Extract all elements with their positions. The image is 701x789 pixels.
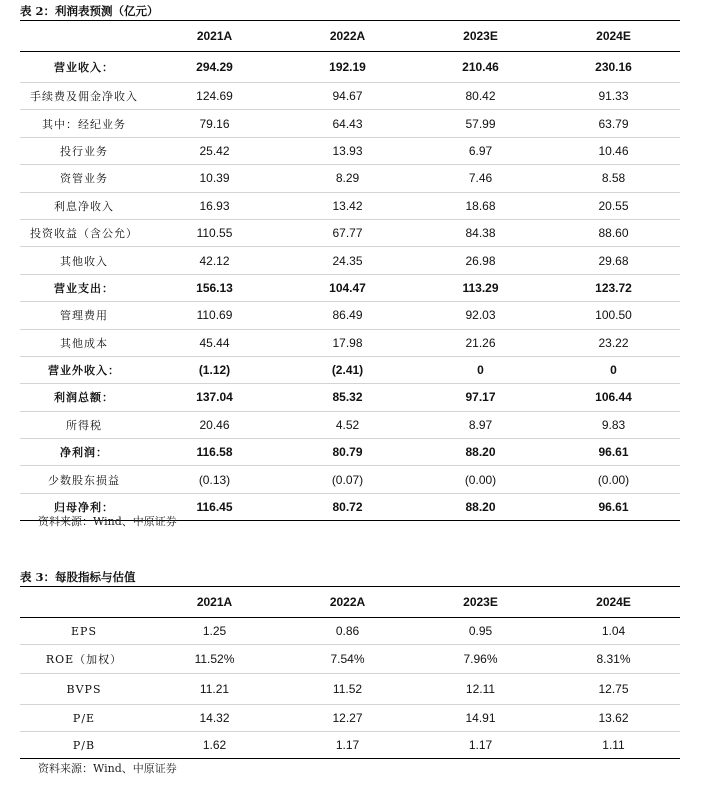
- header-cell: 2024E: [596, 29, 631, 43]
- value-cell: 116.58: [196, 445, 233, 460]
- value-cell: 123.72: [595, 280, 632, 295]
- value-cell: 116.45: [196, 500, 233, 515]
- table-row: [20, 275, 680, 302]
- table-row: [20, 705, 680, 732]
- value-cell: 0.95: [468, 624, 493, 638]
- value-cell: 97.17: [465, 390, 496, 405]
- table-row: [20, 302, 680, 329]
- source-note: 资料来源：Wind、中原证券: [38, 515, 177, 528]
- value-cell: 104.47: [329, 280, 366, 295]
- table-row: [20, 247, 680, 274]
- row-label: 营业外收入：: [48, 364, 120, 378]
- value-cell: 13.62: [598, 711, 629, 725]
- table-row: [20, 110, 680, 137]
- table-row: [20, 83, 680, 110]
- value-cell: 12.11: [465, 682, 496, 696]
- value-cell: 42.12: [199, 253, 230, 268]
- value-cell: 13.42: [332, 198, 363, 213]
- value-cell: 8.29: [335, 171, 360, 186]
- value-cell: 20.55: [598, 198, 629, 213]
- table-row: [20, 618, 680, 645]
- value-cell: 1.17: [335, 738, 360, 752]
- table-row: [20, 412, 680, 439]
- value-cell: 21.26: [465, 335, 496, 350]
- value-cell: 12.75: [598, 682, 629, 696]
- row-label: ROE（加权）: [45, 653, 123, 666]
- table-row: [20, 220, 680, 247]
- value-cell: 12.27: [332, 711, 363, 725]
- value-cell: 63.79: [598, 116, 629, 131]
- value-cell: 88.20: [465, 445, 496, 460]
- row-label: 其他成本: [60, 336, 108, 350]
- value-cell: 14.91: [465, 711, 496, 725]
- value-cell: 96.61: [598, 445, 629, 460]
- value-cell: 88.60: [598, 226, 629, 241]
- header-cell: 2021A: [196, 29, 233, 43]
- value-cell: 20.46: [199, 417, 230, 432]
- value-cell: 67.77: [332, 226, 363, 241]
- value-cell: 0.86: [335, 624, 360, 638]
- value-cell: 192.19: [329, 60, 366, 74]
- row-label: 营业收入：: [54, 61, 114, 74]
- row-label: BVPS: [66, 682, 102, 696]
- value-cell: 11.52: [332, 682, 363, 696]
- value-cell: 79.16: [199, 116, 230, 131]
- value-cell: 110.69: [196, 308, 233, 323]
- value-cell: 210.46: [462, 60, 499, 74]
- value-cell: 45.44: [199, 335, 230, 350]
- table-row: [20, 645, 680, 674]
- row-label: 少数股东损益: [48, 473, 120, 487]
- value-cell: 1.62: [202, 738, 227, 752]
- row-label: 利息净收入: [54, 199, 114, 213]
- value-cell: 96.61: [598, 500, 629, 515]
- row-label: 所得税: [66, 418, 102, 432]
- value-cell: 124.69: [196, 89, 233, 104]
- header-cell: 2023E: [463, 595, 498, 609]
- value-cell: 10.39: [199, 171, 230, 186]
- row-label: 归母净利：: [54, 501, 114, 515]
- table-row: [20, 674, 680, 705]
- row-label: 资管业务: [60, 172, 108, 186]
- value-cell: 7.96%: [463, 652, 498, 666]
- value-cell: 26.98: [465, 253, 496, 268]
- value-cell: 13.93: [332, 143, 363, 158]
- header-cell: 2022A: [329, 595, 366, 609]
- source-note: 资料来源：Wind、中原证券: [38, 762, 177, 775]
- table-row: [20, 466, 680, 493]
- value-cell: 1.04: [601, 624, 626, 638]
- per-share-valuation-table: [20, 568, 680, 759]
- value-cell: 106.44: [595, 390, 632, 405]
- table-header-row: [20, 587, 680, 618]
- header-cell: 2022A: [329, 29, 366, 43]
- value-cell: 0: [477, 363, 484, 378]
- value-cell: 10.46: [598, 143, 629, 158]
- value-cell: 23.22: [598, 335, 629, 350]
- row-label: P/E: [72, 711, 96, 725]
- table-row: [20, 384, 680, 411]
- value-cell: 92.03: [465, 308, 496, 323]
- value-cell: 84.38: [465, 226, 496, 241]
- value-cell: 230.16: [595, 60, 632, 74]
- value-cell: 1.11: [602, 738, 625, 752]
- value-cell: 88.20: [465, 500, 496, 515]
- value-cell: 80.72: [332, 500, 363, 515]
- income-statement-table: [20, 2, 680, 521]
- value-cell: 18.68: [465, 198, 496, 213]
- row-label: 利润总额：: [54, 391, 114, 405]
- value-cell: (2.41): [331, 363, 364, 378]
- value-cell: 1.17: [468, 738, 493, 752]
- row-label: 净利润：: [60, 446, 108, 460]
- table-row: [20, 357, 680, 384]
- value-cell: 80.42: [465, 89, 496, 104]
- row-label: 投行业务: [60, 144, 108, 158]
- row-label: 手续费及佣金净收入: [30, 90, 138, 104]
- row-label: 管理费用: [60, 309, 108, 323]
- value-cell: 17.98: [332, 335, 363, 350]
- value-cell: 91.33: [598, 89, 629, 104]
- table-row: [20, 732, 680, 759]
- value-cell: 100.50: [595, 308, 632, 323]
- value-cell: 6.97: [468, 143, 493, 158]
- value-cell: 4.52: [335, 417, 360, 432]
- value-cell: (1.12): [198, 363, 231, 378]
- table-row: [20, 193, 680, 220]
- value-cell: (0.07): [331, 472, 364, 487]
- value-cell: 8.58: [601, 171, 626, 186]
- value-cell: 110.55: [196, 226, 233, 241]
- table-row: [20, 52, 680, 83]
- value-cell: 7.54%: [330, 652, 365, 666]
- value-cell: (0.13): [198, 472, 231, 487]
- value-cell: 29.68: [598, 253, 629, 268]
- value-cell: 14.32: [199, 711, 230, 725]
- value-cell: 16.93: [199, 198, 230, 213]
- value-cell: (0.00): [597, 472, 630, 487]
- row-label: EPS: [71, 624, 97, 638]
- table-caption: 表 2：利润表预测（亿元）: [20, 2, 680, 21]
- table-row: [20, 330, 680, 357]
- row-label: P/B: [72, 738, 96, 752]
- value-cell: 8.97: [468, 417, 493, 432]
- value-cell: 137.04: [196, 390, 233, 405]
- value-cell: 294.29: [196, 60, 233, 74]
- row-label: 营业支出：: [54, 281, 114, 295]
- header-cell: 2021A: [196, 595, 233, 609]
- table-header-row: [20, 21, 680, 52]
- table-row: [20, 138, 680, 165]
- value-cell: 8.31%: [596, 652, 631, 666]
- value-cell: (0.00): [464, 472, 497, 487]
- value-cell: 7.46: [468, 171, 493, 186]
- table-body: [20, 618, 680, 759]
- value-cell: 85.32: [332, 390, 363, 405]
- row-label: 其中：经纪业务: [42, 117, 126, 131]
- value-cell: 80.79: [332, 445, 363, 460]
- row-label: 其他收入: [60, 254, 108, 268]
- value-cell: 11.52%: [194, 652, 235, 666]
- table-row: [20, 439, 680, 466]
- header-cell: 2023E: [463, 29, 498, 43]
- value-cell: 9.83: [601, 417, 626, 432]
- table-caption: 表 3：每股指标与估值: [20, 568, 680, 587]
- table-body: [20, 52, 680, 521]
- row-label: 投资收益（含公允）: [30, 227, 138, 241]
- table-row: [20, 165, 680, 192]
- value-cell: 57.99: [465, 116, 496, 131]
- value-cell: 0: [610, 363, 617, 378]
- value-cell: 94.67: [332, 89, 363, 104]
- value-cell: 156.13: [196, 280, 233, 295]
- value-cell: 11.21: [199, 682, 230, 696]
- value-cell: 86.49: [332, 308, 363, 323]
- value-cell: 25.42: [199, 143, 230, 158]
- value-cell: 113.29: [462, 280, 499, 295]
- header-cell: 2024E: [596, 595, 631, 609]
- value-cell: 1.25: [202, 624, 227, 638]
- value-cell: 24.35: [332, 253, 363, 268]
- value-cell: 64.43: [332, 116, 363, 131]
